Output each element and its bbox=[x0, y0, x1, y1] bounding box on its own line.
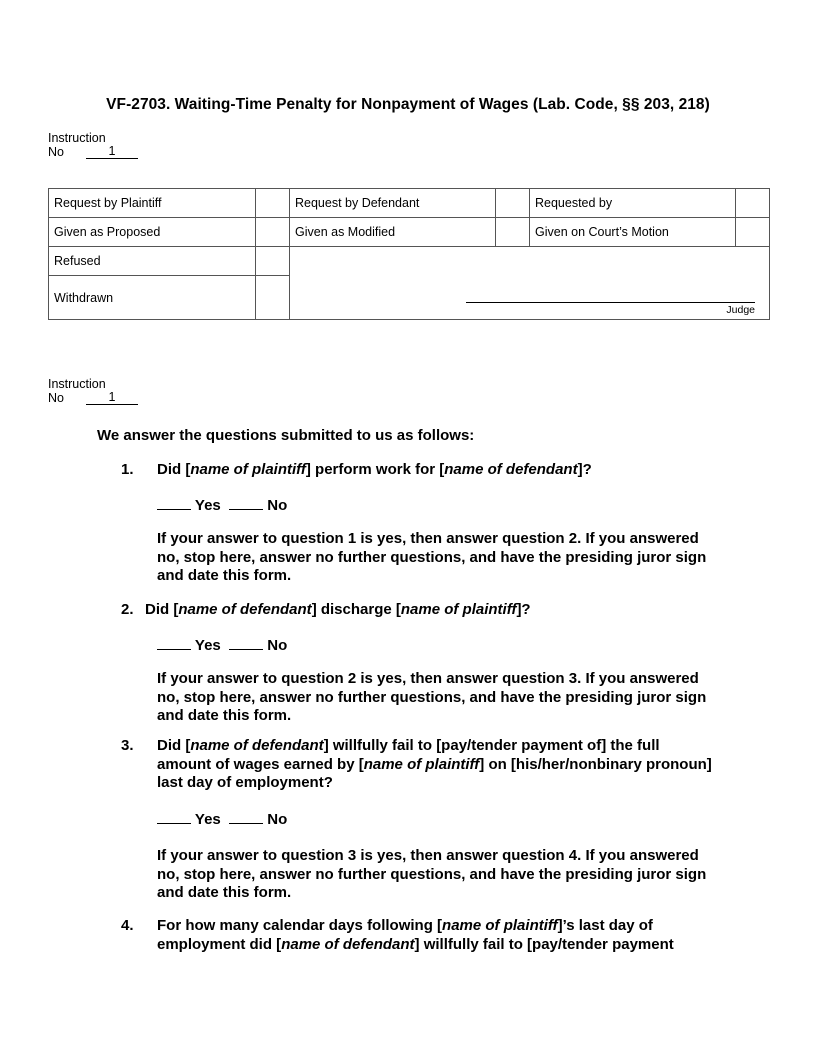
instruction-label: Instruction bbox=[48, 131, 106, 145]
yes-label: Yes bbox=[194, 497, 221, 514]
withdrawn-checkbox[interactable] bbox=[256, 276, 290, 320]
yes-label: Yes bbox=[194, 811, 221, 828]
question-2-text: Did [name of defendant] discharge [name of plaintiff]? bbox=[145, 601, 531, 618]
no-label: No bbox=[267, 497, 288, 514]
requested-by-label: Requested by bbox=[530, 189, 736, 218]
instruction-no-label: No bbox=[48, 391, 64, 405]
withdrawn-label: Withdrawn bbox=[49, 276, 256, 320]
question-1-instruction: If your answer to question 1 is yes, then answer question 2. If you answered no, stop here, answer no further questions, and have the presiding juror sign and date this form. bbox=[157, 530, 707, 584]
no-label: No bbox=[267, 811, 288, 828]
question-2-number: 2. bbox=[121, 601, 134, 618]
instruction-no-value[interactable]: 1 bbox=[86, 391, 138, 405]
requested-by-checkbox[interactable] bbox=[736, 189, 770, 218]
given-as-proposed-checkbox[interactable] bbox=[256, 218, 290, 247]
given-as-modified-label: Given as Modified bbox=[290, 218, 496, 247]
instruction-no-row bbox=[48, 145, 138, 159]
form-intro: We answer the questions submitted to us as follows: bbox=[97, 427, 475, 444]
instruction-no-row bbox=[48, 391, 138, 405]
refused-checkbox[interactable] bbox=[256, 247, 290, 276]
question-3-text: Did [name of defendant] willfully fail to [pay/tender payment of] the full amount of wages earned by [name of plaintiff] on [his/her/nonbinary pronoun] last day of employment? bbox=[157, 737, 712, 791]
question-3-no-blank[interactable] bbox=[229, 810, 263, 824]
question-3-answer bbox=[157, 810, 287, 828]
request-by-defendant-label: Request by Defendant bbox=[290, 189, 496, 218]
question-3-yes-blank[interactable] bbox=[157, 810, 191, 824]
question-1-yes-blank[interactable] bbox=[157, 496, 191, 510]
question-4-number: 4. bbox=[121, 917, 134, 934]
request-by-plaintiff-label: Request by Plaintiff bbox=[49, 189, 256, 218]
judge-signature-area bbox=[290, 247, 770, 320]
question-2-yes-blank[interactable] bbox=[157, 636, 191, 650]
question-3-number: 3. bbox=[121, 737, 134, 754]
question-2-instruction: If your answer to question 2 is yes, then answer question 3. If you answered no, stop here, answer no further questions, and have the presiding juror sign and date this form. bbox=[157, 670, 707, 724]
question-1-text: Did [name of plaintiff] perform work for [name of defendant]? bbox=[157, 461, 592, 478]
request-by-plaintiff-checkbox[interactable] bbox=[256, 189, 290, 218]
judge-signature-line[interactable] bbox=[466, 302, 755, 303]
request-by-defendant-checkbox[interactable] bbox=[496, 189, 530, 218]
question-2-no-blank[interactable] bbox=[229, 636, 263, 650]
instruction-number-block-2 bbox=[48, 377, 138, 405]
question-1-number: 1. bbox=[121, 461, 134, 478]
page-title: VF-2703. Waiting-Time Penalty for Nonpayment of Wages (Lab. Code, §§ 203, 218) bbox=[106, 96, 710, 113]
given-as-proposed-label: Given as Proposed bbox=[49, 218, 256, 247]
judge-label: Judge bbox=[726, 304, 755, 316]
refused-label: Refused bbox=[49, 247, 256, 276]
question-1-answer bbox=[157, 496, 287, 514]
question-3-instruction: If your answer to question 3 is yes, then answer question 4. If you answered no, stop here, answer no further questions, and have the presiding juror sign and date this form. bbox=[157, 847, 707, 901]
question-4-text: For how many calendar days following [name of plaintiff]’s last day of employment did [name of defendant] willfully fail to [pay/tender payment bbox=[157, 917, 674, 953]
given-on-courts-motion-checkbox[interactable] bbox=[736, 218, 770, 247]
request-table bbox=[48, 188, 770, 320]
question-2-answer bbox=[157, 636, 287, 654]
instruction-label: Instruction bbox=[48, 377, 106, 391]
no-label: No bbox=[267, 637, 288, 654]
instruction-number-block bbox=[48, 131, 138, 159]
instruction-no-value[interactable]: 1 bbox=[86, 145, 138, 159]
yes-label: Yes bbox=[194, 637, 221, 654]
question-1-no-blank[interactable] bbox=[229, 496, 263, 510]
instruction-no-label: No bbox=[48, 145, 64, 159]
given-as-modified-checkbox[interactable] bbox=[496, 218, 530, 247]
given-on-courts-motion-label: Given on Court’s Motion bbox=[530, 218, 736, 247]
